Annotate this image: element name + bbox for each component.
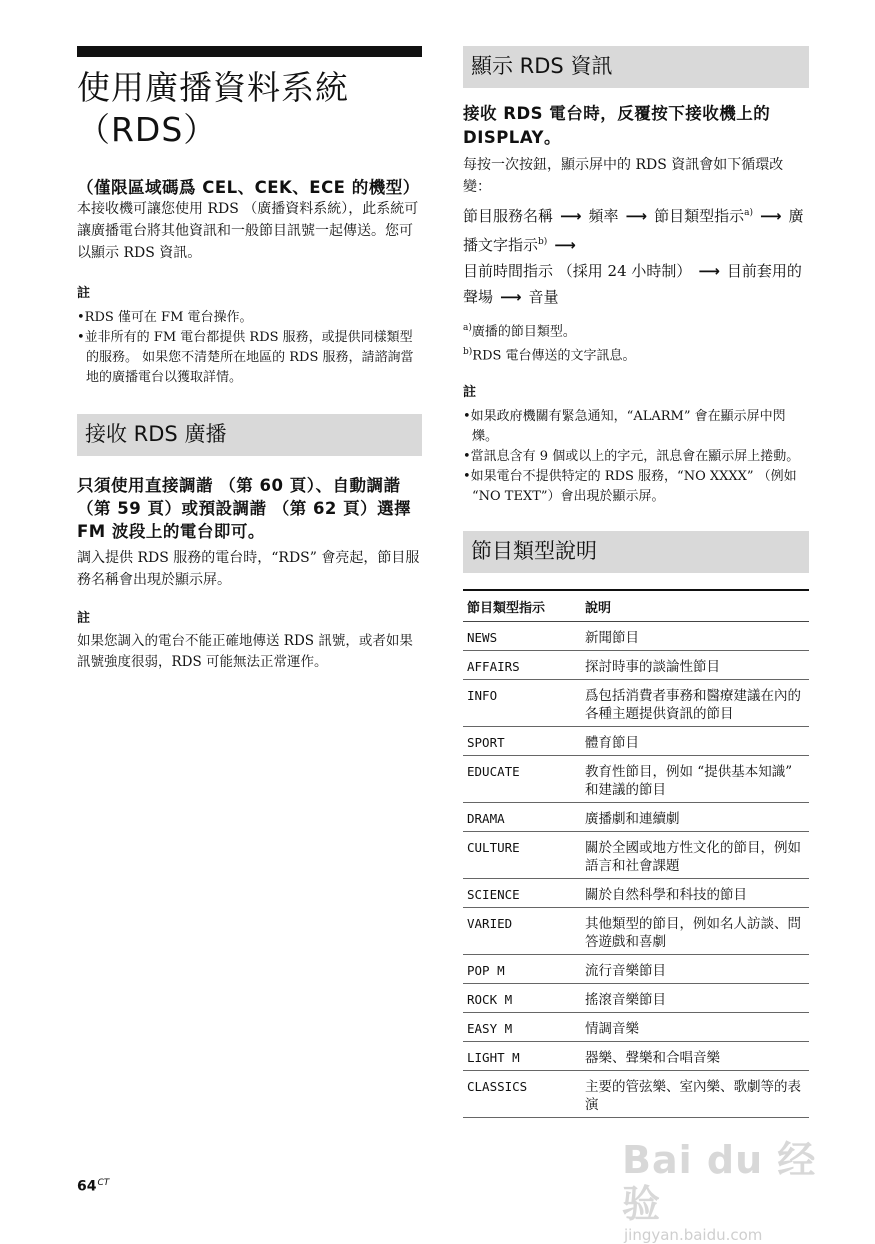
watermark-url: jingyan.baidu.com (624, 1226, 763, 1244)
note-text: 如果您調入的電台不能正確地傳送 RDS 訊號，或者如果訊號強度很弱，RDS 可能無法正常運作。 (77, 633, 413, 670)
section-display-rds: 顯示 RDS 資訊 (463, 46, 809, 88)
rds-intro: 本接收機可讓您使用 RDS （廣播資料系統），此系統可讓廣播電台將其他資訊和一般節目訊號一起傳送。您可以顯示 RDS 資訊。 (77, 201, 419, 261)
receive-text: 調入提供 RDS 服務的電台時，“RDS” 會亮起，節目服務名稱會出現於顯示屏。 (77, 550, 420, 588)
program-code: NEWS (463, 621, 581, 650)
display-text: 每按一次按鈕，顯示屏中的 RDS 資訊會如下循環改變： (463, 157, 784, 195)
table-row (463, 907, 809, 954)
program-code: AFFAIRS (463, 650, 581, 679)
program-description: 探討時事的談論性節目 (581, 650, 809, 679)
program-description: 體育節目 (581, 726, 809, 755)
column-header: 說明 (581, 590, 809, 622)
regions-heading: （僅限區域碼爲 CEL、CEK、ECE 的機型） (77, 178, 420, 197)
program-code: CULTURE (463, 831, 581, 878)
note-list (77, 308, 422, 388)
program-code: INFO (463, 679, 581, 726)
arrow-right-icon: ⟶ (560, 207, 582, 225)
arrow-right-icon: ⟶ (500, 288, 522, 306)
program-description: 教育性節目，例如 “提供基本知識” 和建議的節目 (581, 755, 809, 802)
note-heading: 註 (463, 384, 477, 400)
display-instructions: 接收 RDS 電台時，反覆按下接收機上的 DISPLAY。 (463, 104, 771, 147)
program-code: ROCK M (463, 983, 581, 1012)
display-cycle-sequence: 節目服務名稱 ⟶ 頻率 ⟶ 節目類型指示$^{a)}$ ⟶ 廣播文字指示$^{b)}$ ⟶目前時間指示 （採用 24 小時制） ⟶ 目前套用的聲場 ⟶ 音量 (463, 207, 804, 306)
table-row (463, 679, 809, 726)
arrow-right-icon: ⟶ (554, 236, 576, 254)
title-rule (77, 46, 422, 57)
arrow-right-icon: ⟶ (625, 207, 648, 225)
program-description: 搖滾音樂節目 (581, 983, 809, 1012)
column-header: 節目類型指示 (463, 590, 581, 622)
left-column (77, 46, 422, 673)
baidu-watermark (622, 1138, 822, 1244)
note-item: • RDS 僅可在 FM 電台操作。 (77, 308, 422, 328)
footnote-b: $^{b)}$RDS 電台傳送的文字訊息。 (463, 347, 636, 364)
table-row (463, 1070, 809, 1117)
table-row (463, 831, 809, 878)
note-heading: 註 (77, 611, 91, 626)
program-code: EASY M (463, 1012, 581, 1041)
table-row (463, 878, 809, 907)
program-description: 情調音樂 (581, 1012, 809, 1041)
page-number: $64^{CT}$ (77, 1178, 110, 1195)
note-item: • 如果電台不提供特定的 RDS 服務，“NO XXXX” （例如 “NO TEXT”）會出現於顯示屏。 (463, 467, 809, 507)
receive-instructions: 只須使用直接調諧 （第 60 頁）、自動調諧 （第 59 頁）或預設調諧 （第 62 頁）選擇 FM 波段上的電台即可。 (77, 476, 412, 541)
table-row (463, 726, 809, 755)
program-code: DRAMA (463, 802, 581, 831)
table-row (463, 983, 809, 1012)
right-column (463, 46, 809, 1118)
table-header-row (463, 590, 809, 622)
section-receive-rds: 接收 RDS 廣播 (77, 414, 422, 456)
arrow-right-icon: ⟶ (698, 262, 720, 280)
program-code: VARIED (463, 907, 581, 954)
table-row (463, 1012, 809, 1041)
program-description: 器樂、聲樂和合唱音樂 (581, 1041, 809, 1070)
program-description: 爲包括消費者事務和醫療建議在內的各種主題提供資訊的節目 (581, 679, 809, 726)
program-code: SPORT (463, 726, 581, 755)
arrow-right-icon: ⟶ (759, 207, 782, 225)
table-row (463, 755, 809, 802)
note-list (463, 407, 809, 507)
program-description: 新聞節目 (581, 621, 809, 650)
footnote-a: $^{a)}$廣播的節目類型。 (463, 323, 576, 340)
table-row (463, 802, 809, 831)
watermark-logo: Bai du 经验 (622, 1138, 817, 1226)
table-row (463, 1041, 809, 1070)
program-description: 其他類型的節目，例如名人訪談、問答遊戲和喜劇 (581, 907, 809, 954)
note-heading: 註 (77, 286, 91, 301)
note-item: • 並非所有的 FM 電台都提供 RDS 服務，或提供同樣類型的服務。 如果您不清楚所在地區的 RDS 服務，請諮詢當地的廣播電台以獲取詳情。 (77, 328, 422, 388)
program-description: 關於自然科學和科技的節目 (581, 878, 809, 907)
program-description: 廣播劇和連續劇 (581, 802, 809, 831)
program-code: LIGHT M (463, 1041, 581, 1070)
program-code: POP M (463, 954, 581, 983)
table-row (463, 650, 809, 679)
note-item: • 當訊息含有 9 個或以上的字元，訊息會在顯示屏上捲動。 (463, 447, 809, 467)
page-title: 使用廣播資料系統 （RDS） (77, 68, 349, 149)
program-description: 流行音樂節目 (581, 954, 809, 983)
section-program-types: 節目類型說明 (463, 531, 809, 573)
program-description: 關於全國或地方性文化的節目，例如語言和社會課題 (581, 831, 809, 878)
program-description: 主要的管弦樂、室內樂、歌劇等的表演 (581, 1070, 809, 1117)
table-row (463, 621, 809, 650)
program-type-table (463, 589, 809, 1118)
note-item: • 如果政府機關有緊急通知，“ALARM” 會在顯示屏中閃爍。 (463, 407, 809, 447)
program-code: SCIENCE (463, 878, 581, 907)
program-code: CLASSICS (463, 1070, 581, 1117)
program-code: EDUCATE (463, 755, 581, 802)
table-row (463, 954, 809, 983)
